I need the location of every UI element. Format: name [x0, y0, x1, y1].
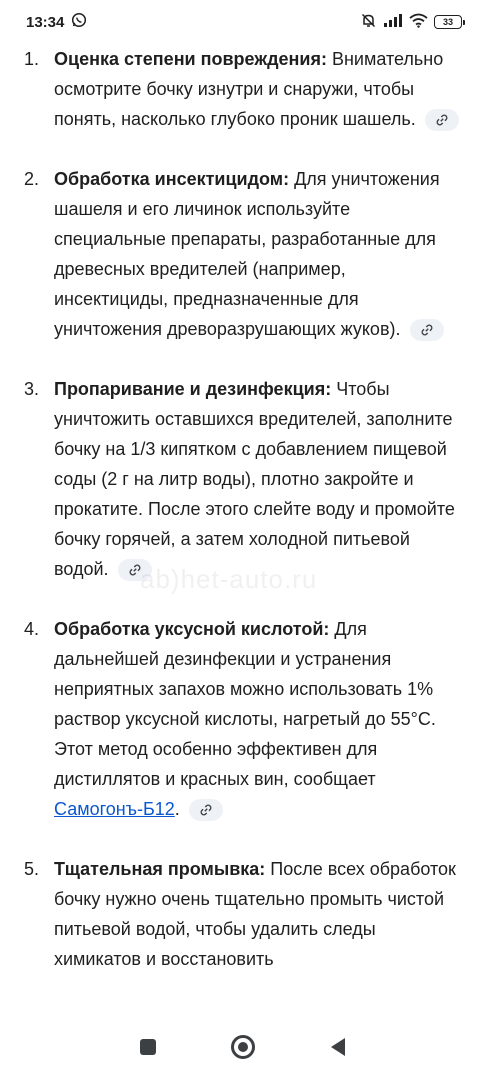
answer-content[interactable]: [0, 44, 486, 1014]
item-text: Для дальнейшей дезинфекции и устранения неприятных запахов можно использовать 1% раствор уксусной кислоты, нагретый до 55°C. Этот метод особенно эффективен для дистиллятов и красных вин, сообщает: [54, 619, 436, 789]
link-icon: [128, 563, 142, 577]
list-item: [24, 374, 464, 584]
item-title: Тщательная промывка:: [54, 859, 266, 879]
source-link-chip[interactable]: [189, 799, 223, 821]
source-link[interactable]: Самогонъ-Б12: [54, 799, 175, 819]
list-item: [24, 44, 464, 134]
item-body: [54, 164, 464, 344]
item-number: 1.: [24, 49, 40, 69]
link-icon: [199, 803, 213, 817]
item-body: [54, 854, 464, 974]
back-button[interactable]: [318, 1027, 358, 1067]
item-title: Обработка уксусной кислотой:: [54, 619, 330, 639]
link-icon: [435, 113, 449, 127]
home-button[interactable]: [223, 1027, 263, 1067]
signal-icon: [383, 13, 403, 31]
item-text: После всех обработок бочку нужно очень тщательно промыть чистой питьевой водой, чтобы удалить следы химикатов и восстановить: [54, 859, 456, 969]
status-bar: [0, 0, 486, 44]
recent-apps-button[interactable]: [128, 1027, 168, 1067]
list-item: [24, 854, 464, 974]
item-number: 4.: [24, 619, 40, 639]
item-body: [54, 374, 464, 584]
item-number: 5.: [24, 859, 40, 879]
back-triangle-icon: [329, 1037, 347, 1057]
item-text: Внимательно осмотрите бочку изнутри и снаружи, чтобы понять, насколько глубоко проник шашель.: [54, 49, 444, 129]
item-title: Оценка степени повреждения:: [54, 49, 327, 69]
wifi-icon: [409, 13, 428, 32]
steps-list: [0, 44, 486, 974]
source-link-chip[interactable]: [118, 559, 152, 581]
list-item: [24, 614, 464, 824]
status-left: [26, 12, 87, 32]
item-number: 2.: [24, 169, 40, 189]
bell-muted-icon: [360, 12, 377, 33]
home-circle-icon: [230, 1034, 256, 1060]
item-text-end: .: [174, 799, 180, 819]
source-link-chip[interactable]: [425, 109, 459, 131]
item-number: 3.: [24, 379, 40, 399]
item-text: Для уничтожения шашеля и его личинок используйте специальные препараты, разработанные для древесных вредителей (например, инсектициды, предназначенные для уничтожения древоразрушающих жуков).: [54, 169, 440, 339]
item-body: [54, 44, 464, 134]
source-link-chip[interactable]: [410, 319, 444, 341]
list-item: [24, 164, 464, 344]
battery-icon: 33: [434, 15, 462, 29]
whatsapp-icon: [71, 12, 87, 32]
item-title: Обработка инсектицидом:: [54, 169, 290, 189]
item-body: [54, 614, 464, 824]
status-time: 13:34: [26, 13, 65, 31]
square-icon: [139, 1038, 157, 1056]
item-title: Пропаривание и дезинфекция:: [54, 379, 332, 399]
status-right: [360, 12, 462, 33]
watermark: ab)het-auto.ru: [140, 564, 318, 594]
item-text: Чтобы уничтожить оставшихся вредителей, заполните бочку на 1/3 кипятком с добавлением пищевой соды (2 г на литр воды), плотно закройте и прокатите. После этого слейте воду и промойте бочку горячей, а затем холодной питьевой водой.: [54, 379, 455, 579]
navigation-bar: [0, 1014, 486, 1080]
link-icon: [420, 323, 434, 337]
